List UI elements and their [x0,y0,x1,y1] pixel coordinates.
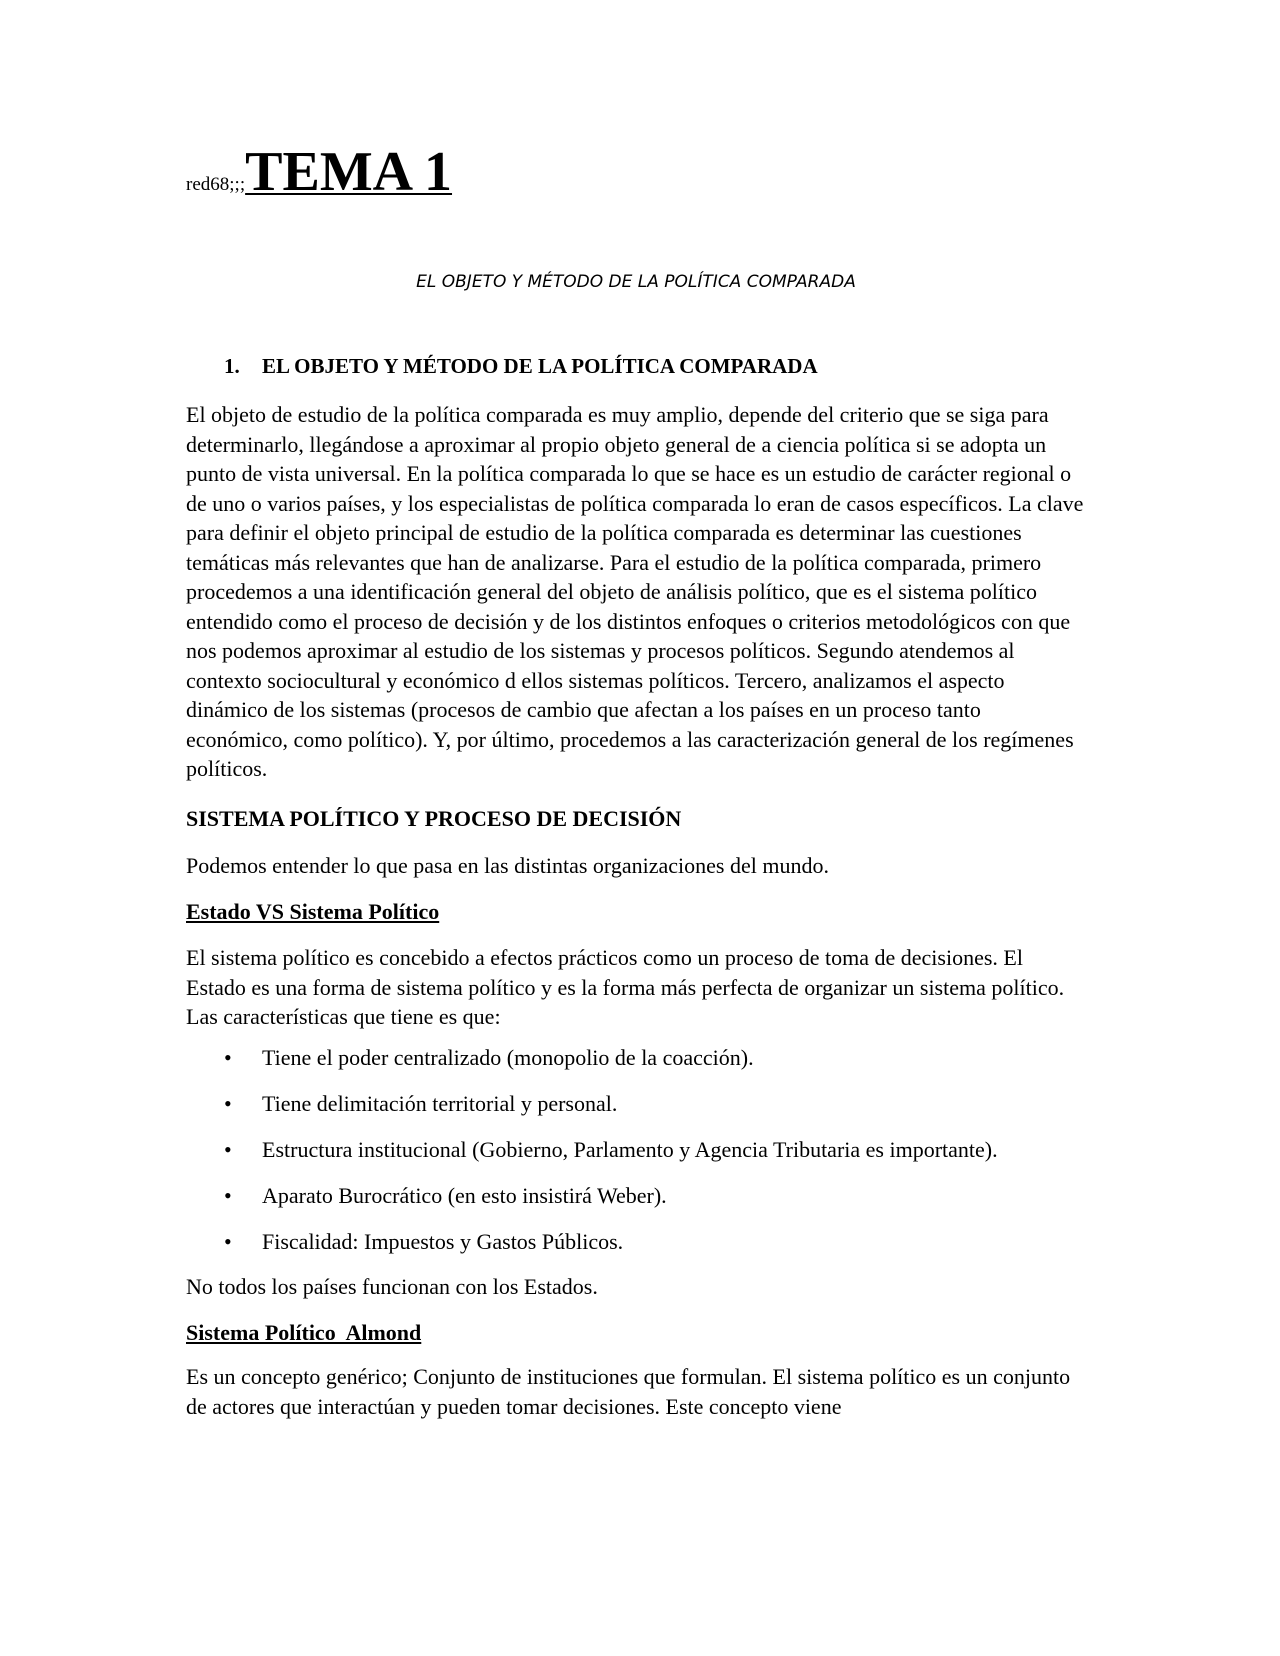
list-item-text: Fiscalidad: Impuestos y Gastos Públicos. [262,1228,624,1254]
list-item [186,1228,1086,1255]
list-item-text: Tiene delimitación territorial y personal. [262,1090,618,1116]
paragraph-objeto: El objeto de estudio de la política comparada es muy amplio, depende del criterio que se siga para determinarlo, llegándose a aproximar al propio objeto general de a ciencia política si se adopta un punto de vista universal. En la política comparada lo que se hace es un estudio de carácter regional o de uno o varios países, y los especialistas de política comparada lo eran de casos específicos. La clave para definir el objeto principal de estudio de la política comparada es determinar las cuestiones temáticas más relevantes que han de analizarse. Para el estudio de la política comparada, primero procedemos a una identificación general del objeto de análisis político, que es el sistema político entendido como el proceso de decisión y de los distintos enfoques o criterios metodológicos con que nos podemos aproximar al estudio de los sistemas y procesos políticos. Segundo atendemos al contexto sociocultural y económico d ellos sistemas políticos. Tercero, analizamos el aspecto dinámico de los sistemas (procesos de cambio que afectan a los países en un proceso tanto económico, como político). Y, por último, procedemos a las caracterización general de los regímenes políticos. [186,402,1084,781]
subheading-estado-vs-sistema: Estado VS Sistema Político [186,899,440,924]
list-item [186,1182,1086,1209]
bullet-icon: • [224,1044,232,1070]
paragraph-no-todos: No todos los países funcionan con los Estados. [186,1273,598,1299]
numbered-heading [186,354,1086,379]
bullet-icon: • [224,1136,232,1162]
heading-text: EL OBJETO Y MÉTODO DE LA POLÍTICA COMPARADA [262,354,818,378]
characteristics-list [186,1044,1086,1255]
bullet-icon: • [224,1090,232,1116]
list-item-text: Estructura institucional (Gobierno, Parlamento y Agencia Tributaria es importante). [262,1136,998,1162]
paragraph-organizaciones: Podemos entender lo que pasa en las distintas organizaciones del mundo. [186,852,829,878]
heading-number: 1. [224,354,240,378]
paragraph-sistema-concebido: El sistema político es concebido a efectos prácticos como un proceso de toma de decisiones. El Estado es una forma de sistema político y es la forma más perfecta de organizar un sistema político. Las características que tiene es que: [186,945,1065,1029]
list-item [186,1090,1086,1117]
title-line [186,140,1086,210]
section-heading-sistema: SISTEMA POLÍTICO Y PROCESO DE DECISIÓN [186,805,682,831]
subtitle: EL OBJETO Y MÉTODO DE LA POLÍTICA COMPARADA [416,272,856,292]
title-prefix: red68;;; [186,174,246,195]
list-item-text: Aparato Burocrático (en esto insistirá Weber). [262,1182,667,1208]
subheading-sistema-almond: Sistema Político Almond [186,1320,422,1345]
bullet-icon: • [224,1182,232,1208]
bullet-icon: • [224,1228,232,1254]
document-body [186,140,1086,1421]
page-title: TEMA 1 [245,141,453,203]
list-item [186,1136,1086,1163]
paragraph-concepto-generico: Es un concepto genérico; Conjunto de instituciones que formulan. El sistema político es un conjunto de actores que interactúan y pueden tomar decisiones. Este concepto viene [186,1364,1071,1419]
list-item-text: Tiene el poder centralizado (monopolio de la coacción). [262,1044,754,1070]
list-item [186,1044,1086,1071]
